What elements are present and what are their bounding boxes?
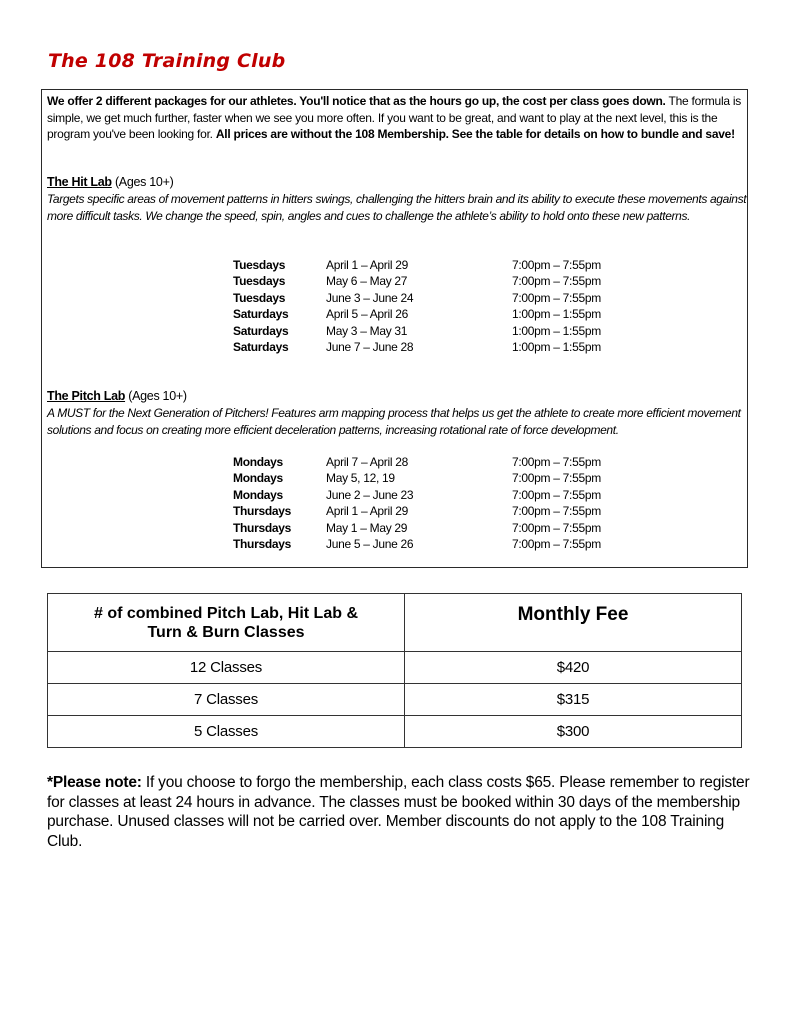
schedule-row <box>233 257 653 273</box>
schedule-day: Saturdays <box>233 307 289 322</box>
schedule-time: 7:00pm – 7:55pm <box>512 487 601 502</box>
note-label: *Please note: <box>47 774 142 791</box>
schedule-row <box>233 536 653 552</box>
schedule-dates: May 3 – May 31 <box>326 323 408 338</box>
schedule-time: 7:00pm – 7:55pm <box>512 274 601 289</box>
schedule-dates: April 5 – April 26 <box>326 307 408 322</box>
intro-bold-2: All prices are without the 108 Membership. See the table for details on how to bundle and save! <box>215 127 735 141</box>
schedule-time: 7:00pm – 7:55pm <box>512 536 601 551</box>
schedule-dates: June 2 – June 23 <box>326 487 414 502</box>
schedule-row <box>233 487 653 503</box>
schedule-day: Mondays <box>233 487 283 502</box>
intro-regular: The formula is simple, we get much further, faster when we see you more often. If you want to be great, and want to play at the next level, this is the program you've been looking for. <box>47 94 742 141</box>
schedule-row <box>233 290 653 306</box>
schedule-dates: May 5, 12, 19 <box>326 471 395 486</box>
fee-cell: $420 <box>405 652 742 684</box>
please-note-paragraph <box>47 773 752 851</box>
schedule-time: 7:00pm – 7:55pm <box>512 258 601 272</box>
schedule-dates: May 6 – May 27 <box>326 274 408 289</box>
pitch-lab-name: The Pitch Lab <box>47 389 126 403</box>
hit-lab-schedule <box>233 257 653 355</box>
schedule-row <box>233 520 653 536</box>
schedule-day: Saturdays <box>233 339 289 354</box>
table-header-row <box>48 594 742 652</box>
schedule-time: 7:00pm – 7:55pm <box>512 504 601 519</box>
schedule-dates: June 5 – June 26 <box>326 536 414 551</box>
intro-bold-1: We offer 2 different packages for our athletes. You'll notice that as the hours go up, the cost per class goes down. <box>47 94 666 108</box>
classes-cell: 5 Classes <box>48 716 405 748</box>
schedule-day: Tuesdays <box>233 290 286 305</box>
schedule-dates: April 1 – April 29 <box>326 504 408 519</box>
classes-cell: 7 Classes <box>48 684 405 716</box>
fee-cell: $315 <box>405 684 742 716</box>
classes-header-line-1: # of combined Pitch Lab, Hit Lab & <box>93 605 358 622</box>
page-title: The 108 Training Club <box>48 50 286 72</box>
schedule-time: 7:00pm – 7:55pm <box>512 471 601 486</box>
classes-cell: 12 Classes <box>48 652 405 684</box>
schedule-dates: June 3 – June 24 <box>326 290 414 305</box>
schedule-dates: May 1 – May 29 <box>326 520 408 535</box>
hit-lab-heading <box>47 174 173 190</box>
schedule-row <box>233 273 653 289</box>
pitch-lab-description: A MUST for the Next Generation of Pitchers! Features arm mapping process that helps us get the athlete to create more efficient movement solutions and focus on creating more efficient deceleration patterns, increasing rotational rate of force development. <box>47 406 741 437</box>
schedule-row <box>233 306 653 322</box>
schedule-time: 1:00pm – 1:55pm <box>512 307 601 322</box>
monthly-fee-table <box>47 593 742 748</box>
schedule-dates: April 7 – April 28 <box>326 455 408 469</box>
classes-header-line-2: Turn & Burn Classes <box>147 624 305 641</box>
schedule-time: 1:00pm – 1:55pm <box>512 339 601 354</box>
pitch-lab-schedule <box>233 454 653 552</box>
schedule-day: Thursdays <box>233 536 291 551</box>
fee-column-header: Monthly Fee <box>405 594 742 652</box>
table-row <box>48 652 742 684</box>
schedule-time: 7:00pm – 7:55pm <box>512 455 601 469</box>
note-text: If you choose to forgo the membership, each class costs $65. Please remember to register for classes at least 24 hours in advance. The classes must be booked within 30 days of the membership purchase. Unused classes will not be carried over. Member discounts do not apply to the 108 Training Club. <box>47 774 750 850</box>
schedule-day: Thursdays <box>233 520 291 535</box>
schedule-day: Mondays <box>233 455 283 469</box>
schedule-time: 1:00pm – 1:55pm <box>512 323 601 338</box>
hit-lab-description: Targets specific areas of movement patterns in hitters swings, challenging the hitters brain and its ability to execute these movements against more difficult tasks. We change the speed, spin, angles and cues to challenge the athlete’s ability to hold onto these new patterns. <box>47 192 747 223</box>
programs-box <box>41 89 748 568</box>
hit-lab-ages: (Ages 10+) <box>111 175 174 189</box>
schedule-row <box>233 454 653 470</box>
schedule-dates: June 7 – June 28 <box>326 339 414 354</box>
table-row <box>48 684 742 716</box>
schedule-row <box>233 339 653 355</box>
schedule-day: Saturdays <box>233 323 289 338</box>
schedule-row <box>233 470 653 486</box>
table-row <box>48 716 742 748</box>
intro-paragraph <box>47 93 744 143</box>
schedule-time: 7:00pm – 7:55pm <box>512 290 601 305</box>
schedule-day: Tuesdays <box>233 258 286 272</box>
hit-lab-name: The Hit Lab <box>47 175 112 189</box>
schedule-row <box>233 323 653 339</box>
pitch-lab-heading <box>47 388 187 404</box>
fee-cell: $300 <box>405 716 742 748</box>
schedule-day: Tuesdays <box>233 274 286 289</box>
schedule-day: Mondays <box>233 471 283 486</box>
schedule-dates: April 1 – April 29 <box>326 258 408 272</box>
classes-column-header <box>48 594 405 652</box>
schedule-day: Thursdays <box>233 504 291 519</box>
pitch-lab-ages: (Ages 10+) <box>125 389 187 403</box>
schedule-time: 7:00pm – 7:55pm <box>512 520 601 535</box>
schedule-row <box>233 503 653 519</box>
